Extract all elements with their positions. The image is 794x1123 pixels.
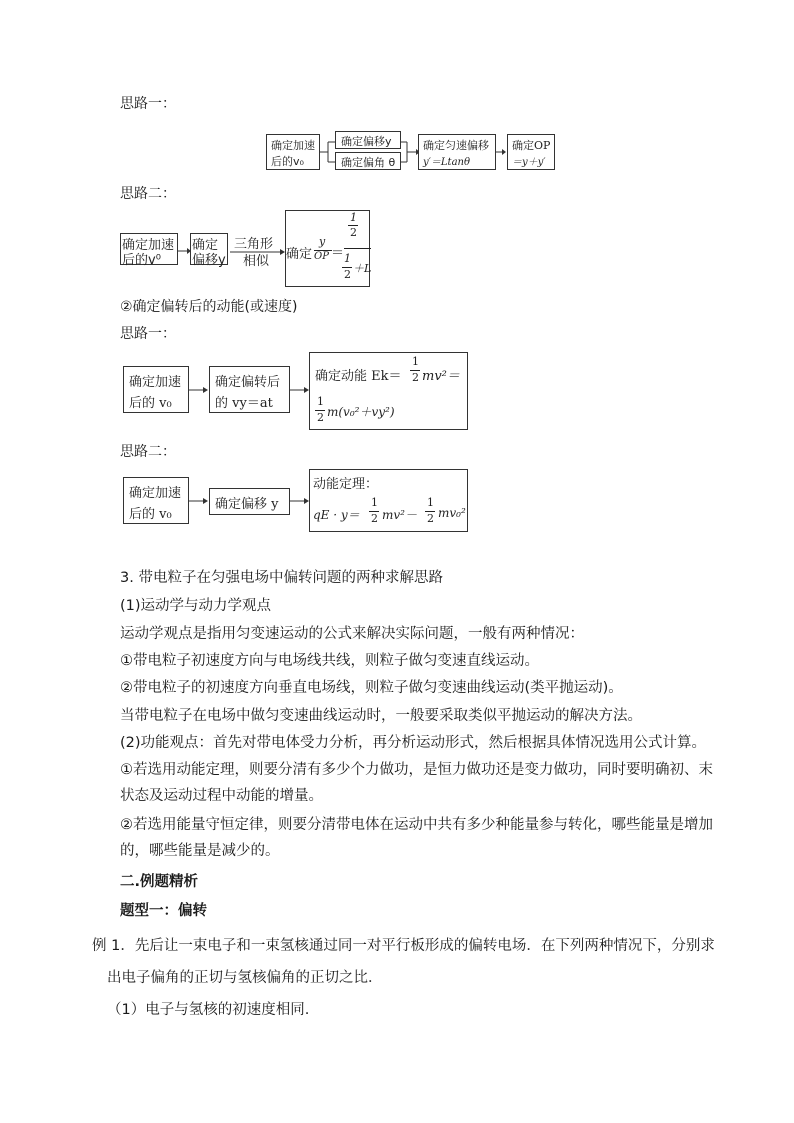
flow-box-op [507, 134, 555, 170]
flow-box-text: 后的 v₀ [129, 507, 172, 522]
flow-box-text: 确定加速 [129, 375, 182, 390]
flow-box-offset [209, 488, 290, 515]
flow-box-text: mv²－ [382, 508, 417, 522]
example-question: 例 1．先后让一束电子和一束氢核通过同一对平行板形成的偏转电场．在下列两种情况下，分别求 [92, 938, 715, 954]
arrow-icon [189, 385, 209, 395]
paragraph: 运动学观点是指用匀变速运动的公式来解决实际问题，一般有两种情况： [120, 626, 584, 642]
fraction-numerator: y [319, 235, 326, 248]
flow-box-text: 确定偏移 y [215, 497, 279, 512]
arrow-icon [320, 140, 336, 166]
flow-box-text: 偏移y [192, 253, 226, 268]
flow-box-accelerate [123, 366, 189, 413]
example-question: 出电子偏角的正切与氢核偏角的正切之比． [107, 970, 383, 986]
flow-box-text: 确定 [286, 247, 313, 262]
flow-box-deflection-velocity [209, 366, 290, 413]
similar-triangles-label: 三角形 [234, 237, 274, 252]
flow-box-angle [335, 152, 401, 170]
route-one-label: 思路一： [120, 326, 176, 342]
fraction-denominator: 2 [371, 512, 378, 525]
fraction-numerator: 1 [371, 496, 378, 509]
fraction-denominator: 2 [412, 371, 419, 384]
flow-box-text: 确定加速 [271, 139, 315, 152]
flow-box-ratio [285, 210, 370, 287]
flow-box-text: qE · y＝ [313, 508, 360, 522]
flow-box-kinetic-energy [309, 352, 468, 430]
flow-box-text: 确定动能 Ek＝ [315, 369, 402, 384]
paragraph: ②若选用能量守恒定律，则要分清带电体在运动中共有多少种能量参与转化，哪些能量是增加 [120, 817, 713, 833]
flow-box-accelerate [120, 233, 178, 268]
flow-box-text: y′＝Ltanθ [423, 157, 471, 168]
paragraph: 状态及运动过程中动能的增量。 [120, 788, 323, 804]
flow-box-text: m(v₀²＋vy²) [327, 405, 395, 419]
flow-box-text: 确定 [192, 238, 219, 253]
flow-box-work-energy-theorem [309, 469, 468, 532]
section-heading: 3. 带电粒子在匀强电场中偏转问题的两种求解思路 [120, 570, 443, 586]
arrow-icon [401, 140, 419, 166]
route-one-label: 思路一： [120, 96, 176, 112]
arrow-icon [290, 385, 310, 395]
paragraph: ①若选用动能定理，则要分清有多少个力做功，是恒力做功还是变力做功，同时要明确初、末 [120, 762, 713, 778]
flow-box-accelerate [123, 477, 189, 524]
flow-box-text: 确定偏角 θ [341, 156, 396, 169]
equals-sign: ＝ [331, 246, 345, 261]
flow-box-text: 确定匀速偏移 [423, 139, 489, 152]
fraction-numerator: 1 [412, 355, 419, 368]
flow-box-text: 后的v⁰ [122, 253, 161, 268]
flow-box-text: 确定加速 [122, 238, 175, 253]
flow-box-offset [190, 233, 228, 268]
topic-heading: 题型一：偏转 [120, 903, 207, 919]
flow-box-text: 后的 v₀ [129, 396, 172, 411]
flow-box-text: 确定OP [512, 139, 551, 152]
flow-box-text: 后的v₀ [271, 155, 304, 168]
kinetic-energy-heading: ②确定偏转后的动能(或速度) [120, 299, 298, 315]
flow-box-text: 确定加速 [129, 486, 182, 501]
flow-box-accelerate [266, 134, 320, 170]
flow-box-text: mv²＝ [422, 369, 460, 384]
fraction-denominator: OP [314, 251, 329, 262]
fraction-denominator: 2 [350, 226, 357, 239]
fraction-bar [344, 248, 371, 249]
fraction-numerator: 1 [344, 252, 351, 265]
flow-box-text: mv₀² [438, 506, 466, 520]
sub-heading: (1)运动学与动力学观点 [120, 598, 272, 614]
arrow-icon [290, 496, 310, 506]
flow-box-text: 确定偏转后 [215, 375, 281, 390]
paragraph: ①带电粒子初速度方向与电场线共线，则粒子做匀变速直线运动。 [120, 653, 539, 669]
flow-box-text: 的 vy＝at [215, 396, 273, 411]
fraction-denominator: 2 [344, 268, 351, 281]
plus-l: ＋L [353, 262, 372, 275]
flow-box-text: ＝y＋y′ [512, 157, 546, 168]
example-subquestion: （1）电子与氢核的初速度相同. [107, 1002, 310, 1018]
fraction-denominator: 2 [427, 512, 434, 525]
section-heading: 二.例题精析 [120, 874, 199, 890]
route-two-label: 思路二： [120, 444, 176, 460]
arrow-icon [189, 496, 209, 506]
fraction-numerator: 1 [427, 496, 434, 509]
route-two-label: 思路二： [120, 186, 176, 202]
fraction-numerator: 1 [350, 211, 357, 224]
flow-box-text: 确定偏移y [341, 135, 392, 148]
paragraph: (2)功能观点：首先对带电体受力分析，再分析运动形式，然后根据具体情况选用公式计算。 [120, 735, 707, 751]
paragraph: 当带电粒子在电场中做匀变速曲线运动时，一般要采取类似平抛运动的解决方法。 [120, 708, 642, 724]
flow-box-uniform-offset [418, 134, 496, 170]
similar-label: 相似 [243, 254, 270, 269]
fraction-numerator: 1 [317, 395, 324, 408]
fraction-denominator: 2 [317, 411, 324, 424]
paragraph: ②带电粒子的初速度方向垂直电场线，则粒子做匀变速曲线运动(类平抛运动)。 [120, 680, 623, 696]
paragraph: 的，哪些能量是减少的。 [120, 843, 280, 859]
flow-box-offset-y [335, 131, 401, 149]
flow-box-text: 动能定理： [313, 477, 379, 492]
